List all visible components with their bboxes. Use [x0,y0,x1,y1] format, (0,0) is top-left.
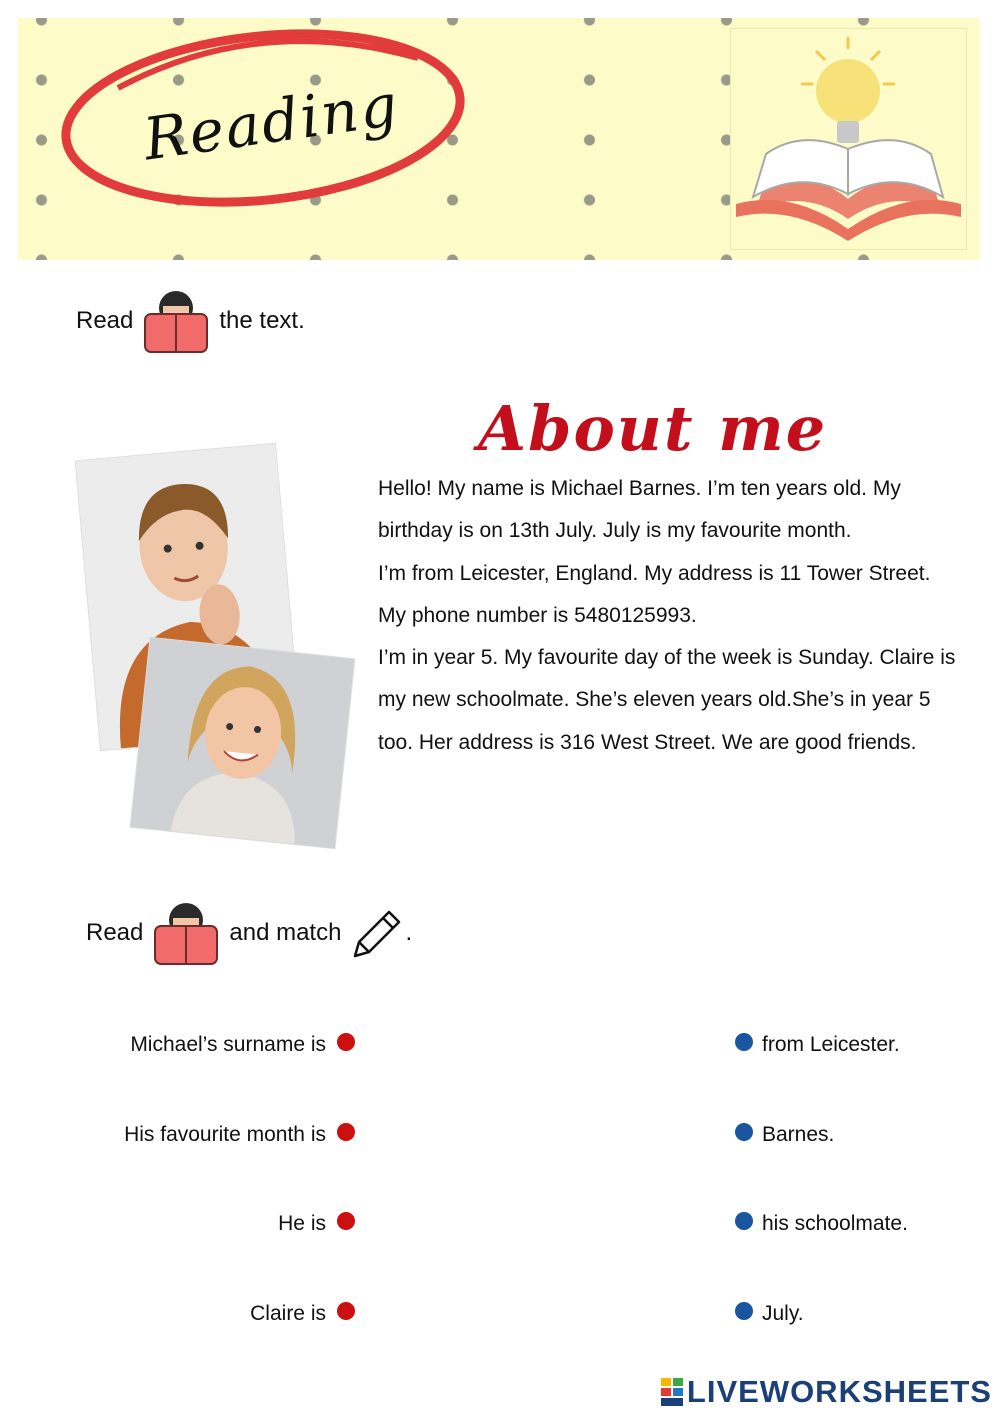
reading-child-icon [151,900,221,966]
banner-title: Reading [139,70,404,174]
match-right-dot[interactable] [735,1302,753,1320]
article-paragraph: I’m from Leicester, England. My address is 11 Tower Street. My phone number is 5480125993. [378,561,931,627]
match-right-item: Barnes. [762,1123,835,1146]
match-left-dot[interactable] [337,1033,355,1051]
match-left-item: He is [278,1212,326,1235]
header-banner [18,18,980,260]
instruction-and-match: and match [229,919,342,946]
article-body [378,468,958,764]
instruction-the-text: the text. [219,307,305,334]
book-lightbulb-icon [730,28,967,250]
article-paragraph: Hello! My name is Michael Barnes. I’m ten years old. My birthday is on 13th July. July is my favourite month. [378,477,901,543]
instruction-period: . [405,919,413,946]
pencil-icon [347,904,405,962]
brand-text: LIVEWORKSHEETS [686,1374,992,1409]
match-right-dot[interactable] [735,1212,753,1230]
instruction-read-word: Read [86,919,144,946]
match-left-item: His favourite month is [124,1123,326,1146]
match-left-dot[interactable] [337,1123,355,1141]
match-left-item: Claire is [250,1302,326,1325]
instruction-read-word: Read [76,307,134,334]
liveworksheets-brand [661,1374,992,1410]
match-right-item: his schoolmate. [762,1212,908,1235]
match-left-dot[interactable] [337,1212,355,1230]
banner-title-area [58,18,478,218]
instruction-read-text [76,288,305,354]
reading-child-icon [141,288,211,354]
instruction-read-match [86,900,412,966]
article-paragraph: I’m in year 5. My favourite day of the week is Sunday. Claire is my new schoolmate. She’s eleven years old.She’s in year 5 too. Her address is 316 West Street. We are good friends. [378,646,956,754]
girl-photo [131,638,355,848]
match-left-item: Michael’s surname is [130,1033,326,1056]
match-right-item: July. [762,1302,804,1325]
match-left-dot[interactable] [337,1302,355,1320]
match-right-dot[interactable] [735,1123,753,1141]
liveworksheets-logo-icon [661,1378,683,1406]
article-title: About me [478,392,828,465]
match-right-item: from Leicester. [762,1033,900,1056]
match-right-dot[interactable] [735,1033,753,1051]
